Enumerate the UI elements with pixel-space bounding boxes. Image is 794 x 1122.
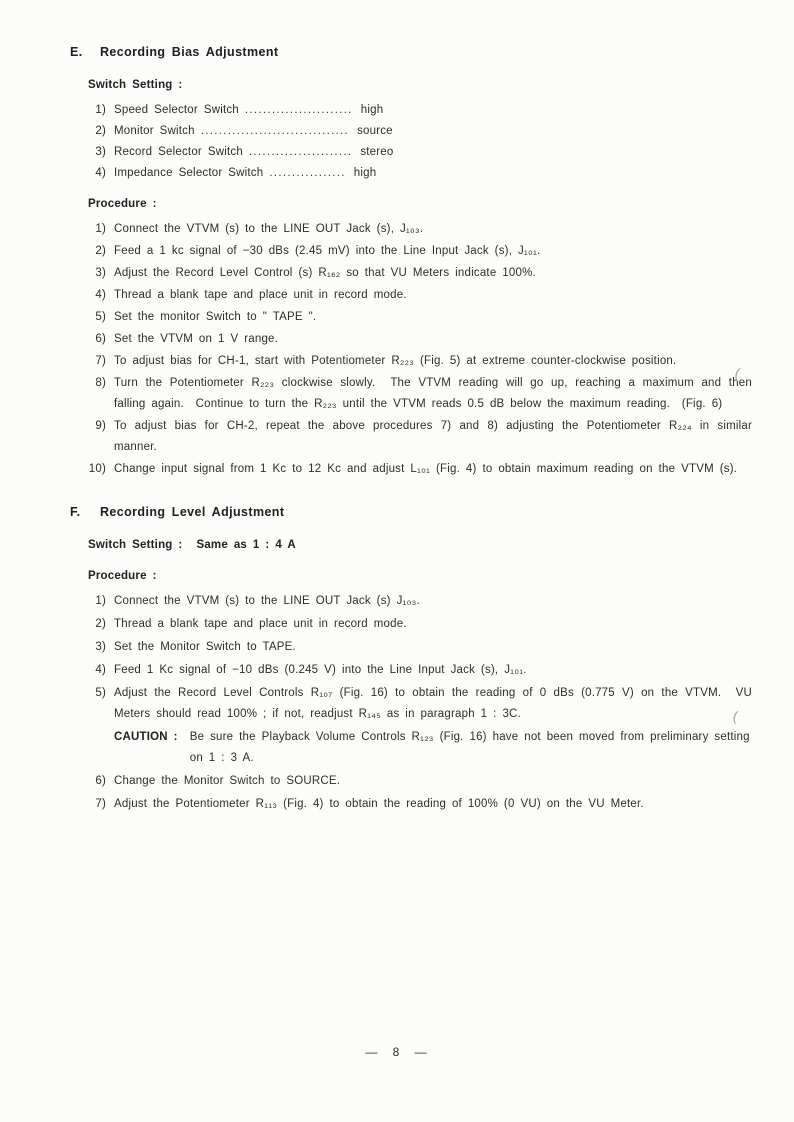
item-value: high (360, 104, 384, 116)
item-number: 2) (95, 125, 106, 137)
procedure-step (88, 459, 752, 480)
procedure-step (88, 683, 758, 725)
switch-setting-row (88, 163, 752, 184)
item-label: Impedance Selector Switch (114, 167, 264, 179)
switch-setting-heading-label: Switch Setting : (88, 79, 183, 91)
step-number: 10) (88, 463, 106, 475)
procedure-heading-label: Procedure : (88, 570, 157, 582)
step-text: Connect the VTVM (s) to the LINE OUT Jack (s) J₁₀₃. (114, 595, 420, 607)
item-label: Monitor Switch (114, 125, 195, 137)
procedure-step (88, 351, 752, 372)
procedure-heading (88, 194, 752, 215)
step-text: To adjust bias for CH-1, start with Potentiometer R₂₂₃ (Fig. 5) at extreme counter-clockwise position. (114, 355, 677, 367)
procedure-step (88, 219, 752, 240)
procedure-step (88, 241, 752, 262)
step-text: Change input signal from 1 Kc to 12 Kc and adjust L₁₀₁ (Fig. 4) to obtain maximum reading on the VTVM (s). (114, 463, 738, 475)
step-number: 8) (95, 377, 106, 389)
procedure-step (88, 794, 752, 815)
step-number: 5) (95, 311, 106, 323)
item-value: stereo (360, 146, 394, 158)
item-number: 3) (95, 146, 106, 158)
step-text: Set the monitor Switch to " TAPE ". (114, 311, 317, 323)
procedure-step (88, 591, 752, 612)
section-body (88, 75, 758, 480)
step-number: 3) (95, 641, 106, 653)
step-number: 6) (95, 775, 106, 787)
switch-setting-row (88, 142, 752, 163)
step-number: 5) (95, 687, 106, 699)
step-text: Adjust the Potentiometer R₁₁₃ (Fig. 4) to obtain the reading of 100% (0 VU) on the VU Meter. (114, 798, 644, 810)
step-number: 2) (95, 618, 106, 630)
section-recording-level-adjustment (70, 502, 758, 815)
procedure-step (88, 263, 752, 284)
step-text: To adjust bias for CH-2, repeat the above procedures 7) and 8) adjusting the Potentiometer R₂₂₄ in similar manner. (114, 420, 758, 453)
step-number: 4) (95, 664, 106, 676)
switch-setting-heading (88, 75, 752, 96)
procedure-heading (88, 566, 752, 587)
step-number: 3) (95, 267, 106, 279)
dot-leader: ................................. (200, 125, 350, 137)
step-text: Connect the VTVM (s) to the LINE OUT Jack (s), J₁₀₃. (114, 223, 424, 235)
section-heading (70, 502, 752, 523)
switch-setting-value: Same as 1 : 4 A (196, 539, 296, 551)
switch-setting-row (88, 100, 752, 121)
step-number: 1) (95, 223, 106, 235)
section-letter: F. (70, 505, 81, 519)
step-number: 6) (95, 333, 106, 345)
step-text: Set the VTVM on 1 V range. (114, 333, 279, 345)
procedure-list (88, 219, 758, 480)
caution-text (190, 727, 752, 769)
step-number: 7) (95, 355, 106, 367)
section-heading (70, 42, 752, 63)
procedure-step (88, 307, 752, 328)
procedure-step (88, 771, 752, 792)
caution-label: CAUTION : (114, 731, 178, 743)
section-recording-bias-adjustment (70, 42, 758, 480)
switch-setting-list (88, 100, 752, 184)
page-number: — 8 — (365, 1045, 429, 1059)
scan-artifact-icon: ( (731, 707, 740, 725)
item-value: source (357, 125, 393, 137)
switch-setting-heading-label: Switch Setting : (88, 539, 183, 551)
dot-leader: ....................... (248, 146, 353, 158)
item-label: Speed Selector Switch (114, 104, 239, 116)
dot-leader: ........................ (244, 104, 353, 116)
step-text: Set the Monitor Switch to TAPE. (114, 641, 296, 653)
section-title: Recording Bias Adjustment (100, 45, 279, 59)
step-text: Change the Monitor Switch to SOURCE. (114, 775, 341, 787)
step-text: Adjust the Record Level Control (s) R₁₆₂ so that VU Meters indicate 100%. (114, 267, 536, 279)
procedure-step (88, 416, 758, 458)
procedure-list (88, 591, 758, 815)
step-number: 2) (95, 245, 106, 257)
step-text: Turn the Potentiometer R₂₂₃ clockwise slowly. The VTVM reading will go up, reaching a maximum and then falling again. Continue to turn the R₂₂₃ until the VTVM reads 0.5 dB below the maximum reading. (Fig. 6) (114, 377, 758, 410)
step-text: Feed a 1 kc signal of −30 dBs (2.45 mV) into the Line Input Jack (s), J₁₀₁. (114, 245, 541, 257)
procedure-step (88, 614, 752, 635)
procedure-step (88, 329, 752, 350)
section-title: Recording Level Adjustment (100, 505, 285, 519)
step-text: Adjust the Record Level Controls R₁₀₇ (Fig. 16) to obtain the reading of 0 dBs (0.775 V) on the VTVM. VU Meters should read 100% ; if not, readjust R₁₄₅ as in paragraph 1 : 3C. (114, 687, 758, 720)
step-number: 4) (95, 289, 106, 301)
step-number: 9) (95, 420, 106, 432)
procedure-step (88, 285, 752, 306)
procedure-step (88, 373, 758, 415)
procedure-step (88, 637, 752, 658)
step-text: Thread a blank tape and place unit in record mode. (114, 289, 407, 301)
step-text: Thread a blank tape and place unit in record mode. (114, 618, 407, 630)
item-number: 4) (95, 167, 106, 179)
caution-note (114, 727, 752, 769)
item-label: Record Selector Switch (114, 146, 243, 158)
section-body (88, 535, 758, 815)
item-value: high (353, 167, 377, 179)
scan-artifact-icon: ( (733, 364, 742, 382)
step-number: 1) (95, 595, 106, 607)
procedure-step (88, 660, 752, 681)
switch-setting-heading (88, 535, 752, 556)
section-letter: E. (70, 45, 83, 59)
step-number: 7) (95, 798, 106, 810)
dot-leader: ................. (269, 167, 346, 179)
caution-text-line2: on 1 : 3 A. (189, 752, 254, 764)
step-text: Feed 1 Kc signal of −10 dBs (0.245 V) into the Line Input Jack (s), J₁₀₁. (114, 664, 527, 676)
procedure-heading-label: Procedure : (88, 198, 157, 210)
item-number: 1) (95, 104, 106, 116)
caution-text-line1: Be sure the Playback Volume Controls R₁₂₃ (Fig. 16) have not been moved from preliminary setting (189, 731, 750, 743)
switch-setting-row (88, 121, 752, 142)
